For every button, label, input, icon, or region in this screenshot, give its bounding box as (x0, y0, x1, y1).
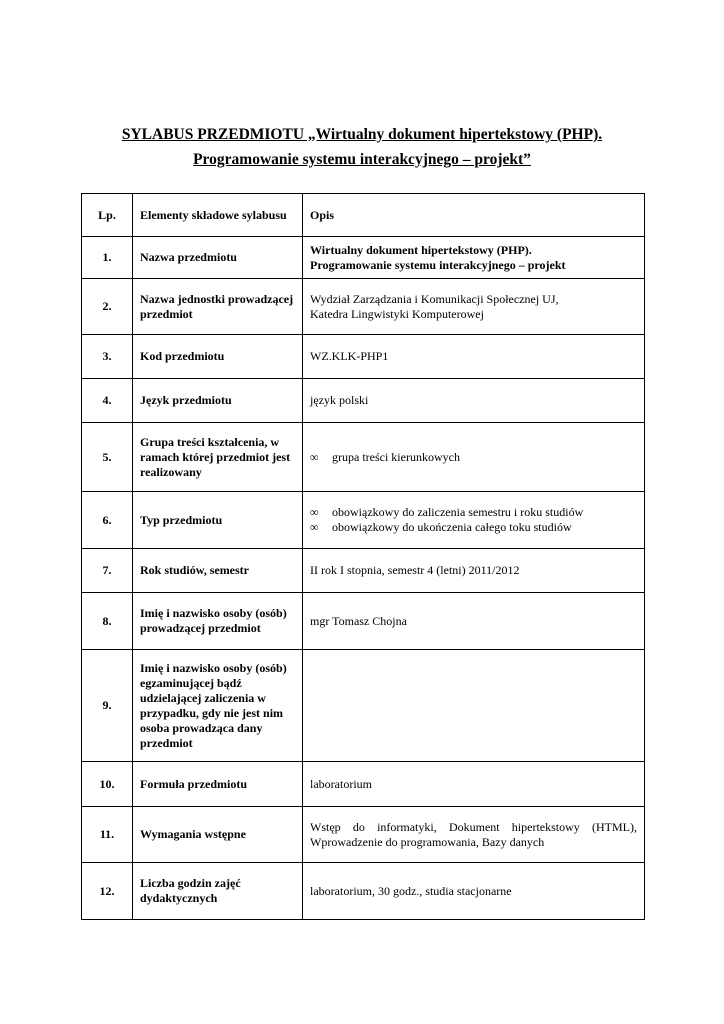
row-number: 1. (82, 237, 133, 279)
infinity-bullet-icon: ∞ (310, 449, 319, 464)
table-row (82, 762, 645, 807)
row-description: mgr Tomasz Chojna (303, 593, 645, 650)
row-number: 6. (82, 492, 133, 549)
row-description (303, 423, 645, 492)
infinity-bullet-icon: ∞ (310, 505, 319, 519)
bullet-item (310, 450, 637, 465)
row-element-name: Imię i nazwisko osoby (osób) prowadzącej przedmiot (133, 593, 303, 650)
row-element-name: Typ przedmiotu (133, 492, 303, 549)
description-line: Wprowadzenie do programowania, Bazy danych (310, 834, 545, 849)
syllabus-table (81, 193, 645, 920)
table-header-row (82, 194, 645, 237)
row-number: 3. (82, 335, 133, 379)
description-line: Programowanie systemu interakcyjnego – projekt (310, 257, 566, 272)
table-row (82, 237, 645, 279)
row-description: II rok I stopnia, semestr 4 (letni) 2011/2012 (303, 549, 645, 593)
bullet-text: obowiązkowy do ukończenia całego toku studiów (332, 520, 572, 534)
row-number: 2. (82, 279, 133, 335)
row-number: 5. (82, 423, 133, 492)
row-description: laboratorium, 30 godz., studia stacjonarne (303, 863, 645, 920)
bullet-text: obowiązkowy do zaliczenia semestru i roku studiów (332, 505, 584, 519)
table-row (82, 279, 645, 335)
row-number: 8. (82, 593, 133, 650)
row-element-name: Formuła przedmiotu (133, 762, 303, 807)
row-number: 11. (82, 807, 133, 863)
table-row (82, 650, 645, 762)
row-description (303, 279, 645, 335)
header-lp: Lp. (82, 194, 133, 237)
bullet-item (310, 505, 637, 520)
row-element-name: Język przedmiotu (133, 379, 303, 423)
title-line-1: SYLABUS PRZEDMIOTU „Wirtualny dokument hipertekstowy (PHP). (121, 126, 603, 143)
row-description (303, 650, 645, 762)
table-row (82, 423, 645, 492)
row-number: 10. (82, 762, 133, 807)
description-line: Wstęp do informatyki, Dokument hipertekstowy (HTML), (310, 819, 637, 834)
row-description (303, 237, 645, 279)
bullet-text: grupa treści kierunkowych (332, 449, 460, 464)
row-element-name: Imię i nazwisko osoby (osób) egzaminującej bądź udzielającej zaliczenia w przypadku, gdy nie jest nim osoba prowadząca dany przedmiot (133, 650, 303, 762)
description-line: Wirtualny dokument hipertekstowy (PHP). (310, 242, 532, 257)
table-row (82, 549, 645, 593)
table-row (82, 379, 645, 423)
row-element-name: Rok studiów, semestr (133, 549, 303, 593)
row-description (303, 807, 645, 863)
row-element-name: Nazwa przedmiotu (133, 237, 303, 279)
row-number: 12. (82, 863, 133, 920)
bullet-item (310, 520, 637, 535)
document-title (0, 122, 724, 172)
row-element-name: Liczba godzin zajęć dydaktycznych (133, 863, 303, 920)
description-line: Wydział Zarządzania i Komunikacji Społecznej UJ, (310, 291, 559, 306)
row-element-name: Nazwa jednostki prowadzącej przedmiot (133, 279, 303, 335)
row-element-name: Wymagania wstępne (133, 807, 303, 863)
row-description (303, 492, 645, 549)
table-row (82, 492, 645, 549)
infinity-bullet-icon: ∞ (310, 520, 319, 534)
table-row (82, 863, 645, 920)
table-row (82, 335, 645, 379)
row-number: 7. (82, 549, 133, 593)
header-elements: Elementy składowe sylabusu (133, 194, 303, 237)
table-row (82, 593, 645, 650)
row-element-name: Kod przedmiotu (133, 335, 303, 379)
row-description: laboratorium (303, 762, 645, 807)
row-description: język polski (303, 379, 645, 423)
row-number: 9. (82, 650, 133, 762)
row-description: WZ.KLK-PHP1 (303, 335, 645, 379)
row-number: 4. (82, 379, 133, 423)
table-row (82, 807, 645, 863)
row-element-name: Grupa treści kształcenia, w ramach której przedmiot jest realizowany (133, 423, 303, 492)
header-description: Opis (303, 194, 645, 237)
title-line-2: Programowanie systemu interakcyjnego – projekt” (193, 151, 531, 168)
description-line: Katedra Lingwistyki Komputerowej (310, 306, 484, 321)
